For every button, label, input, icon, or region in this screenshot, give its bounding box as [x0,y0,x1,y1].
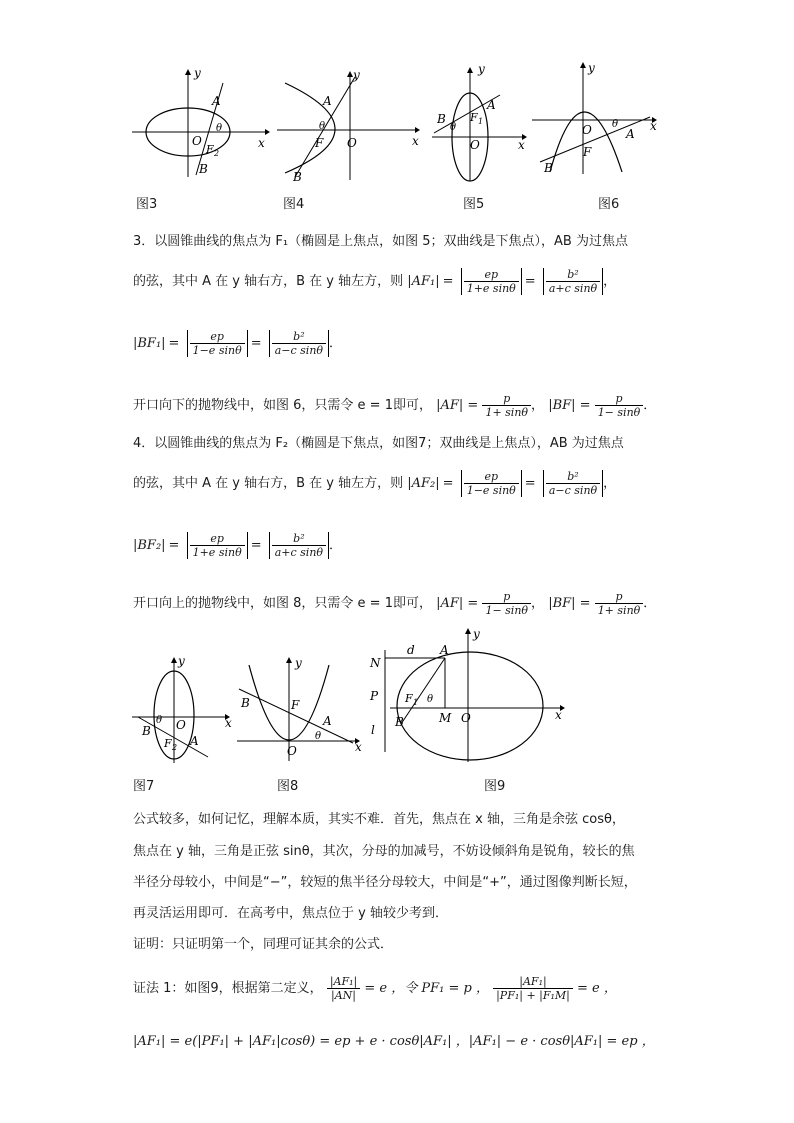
svg-text:y: y [295,656,302,670]
svg-text:F: F [470,111,478,124]
para4-line1: 4．以圆锥曲线的焦点为 F₂（椭圆是下焦点，如图7；双曲线是上焦点），AB 为过焦点 [133,436,624,451]
svg-text:x: x [650,119,657,133]
svg-text:B: B [437,112,446,126]
figure-6 [530,62,665,182]
para3-line2: 的弦，其中 A 在 y 轴右方，B 在 y 轴左方，则 |AF₁| = $\frac{ep}{\text{1+e sinθ}}$ = $\frac{\text{b²}}{\text{a+c sinθ}}$ ， [133,268,617,295]
svg-text:F: F [206,143,214,156]
svg-text:θ: θ [612,119,619,130]
svg-text:x: x [518,138,525,152]
figure-8 [235,655,370,765]
svg-text:A: A [323,94,332,108]
svg-text:F: F [315,136,324,150]
para4-line3: |BF₂| = $\frac{ep}{\text{1+e sinθ}}$ = $\frac{\text{b²}}{\text{a+c sinθ}}$ ． [133,532,343,559]
svg-text:θ: θ [450,122,457,133]
proof-method-1: 证法 1：如图9，根据第二定义， $\frac{\text{|AF₁|}}{|AN|}$ = e ，令 PF₁ = p ， $\frac{\text{|AF₁|}}{\text{|PF₁| + |F₁M|}}$ = e ， [133,975,617,1002]
svg-text:y: y [588,62,595,75]
svg-text:A: A [487,98,496,112]
figure-7-caption: 图7 [133,779,155,794]
svg-text:B: B [293,170,302,184]
svg-text:B: B [544,161,553,175]
svg-text:x: x [225,716,232,730]
svg-text:l: l [371,723,375,737]
para4-line2: 的弦，其中 A 在 y 轴右方，B 在 y 轴左方，则 |AF₂| = $\frac{ep}{\text{1−e sinθ}}$ = $\frac{\text{b²}}{\text{a−c sinθ}}$ ， [133,470,617,497]
svg-text:F: F [583,145,592,159]
svg-text:O: O [347,136,357,150]
svg-text:A: A [440,643,449,657]
svg-text:A: A [190,734,199,748]
para3-line3: |BF₁| = $\frac{ep}{\text{1−e sinθ}}$ = $\frac{\text{b²}}{\text{a−c sinθ}}$ ． [133,330,343,357]
svg-text:θ: θ [319,121,326,132]
svg-text:2: 2 [172,743,178,752]
memo-line-4: 再灵活运用即可．在高考中，焦点位于 y 轴较少考到． [133,906,448,921]
svg-text:B: B [142,724,151,738]
figure-3-caption: 图3 [136,197,158,212]
svg-text:A: A [212,94,221,108]
svg-text:θ: θ [216,123,223,134]
svg-text:N: N [370,656,381,670]
svg-text:F: F [291,698,300,712]
svg-text:B: B [241,696,250,710]
memo-line-3: 半径分母较小，中间是“−”，较短的焦半径分母较大，中间是“+”，通过图像判断长短， [133,875,637,890]
svg-text:θ: θ [156,715,163,726]
svg-text:P: P [370,689,379,703]
svg-text:y: y [194,66,201,80]
svg-text:O: O [582,123,592,137]
svg-text:1: 1 [413,698,419,707]
proof-intro: 证明：只证明第一个，同理可证其余的公式． [133,937,394,952]
svg-text:O: O [470,138,480,152]
svg-text:y: y [353,68,360,82]
svg-text:y: y [478,65,485,76]
figure-3 [130,65,270,180]
svg-text:d: d [407,643,415,657]
para3-line1: 3．以圆锥曲线的焦点为 F₁（椭圆是上焦点，如图 5；双曲线是下焦点），AB 为过焦点 [133,234,628,249]
svg-text:M: M [439,711,452,725]
figure-5-caption: 图5 [463,197,485,212]
svg-text:B: B [199,162,208,176]
svg-text:y: y [178,655,185,668]
svg-text:x: x [555,708,562,722]
svg-text:θ: θ [427,694,434,705]
svg-text:x: x [412,134,419,148]
figure-9-caption: 图9 [484,779,506,794]
svg-text:x: x [258,136,265,150]
svg-text:θ: θ [315,731,322,742]
svg-text:O: O [176,718,186,732]
svg-text:x: x [355,740,362,754]
svg-text:F: F [405,692,413,705]
figure-6-caption: 图6 [598,197,620,212]
svg-text:1: 1 [478,117,484,126]
figure-9 [365,622,570,767]
svg-text:O: O [461,711,471,725]
figure-4 [275,65,425,185]
figure-5 [430,65,530,185]
proof-last-line: |AF₁| = e(|PF₁| + |AF₁|cosθ) = ep + e · cosθ|AF₁| ，|AF₁| − e · cosθ|AF₁| = ep ， [133,1034,655,1049]
figure-7 [130,655,240,765]
svg-text:2: 2 [214,149,220,158]
para4-parabola: 开口向上的抛物线中，如图 8，只需令 e = 1即可， |AF| = $\frac{p}{1- \sin\theta}$ ， |BF| = $\frac{p}{1+ \sin\theta}$ ． [133,590,657,617]
figure-4-caption: 图4 [283,197,305,212]
figure-8-caption: 图8 [277,779,299,794]
memo-line-2: 焦点在 y 轴，三角是正弦 sinθ，其次，分母的加减号，不妨设倾斜角是锐角，较长的焦 [133,844,635,859]
svg-text:A: A [626,127,635,141]
svg-text:F: F [164,737,172,750]
svg-text:O: O [287,744,297,758]
svg-text:O: O [192,134,202,148]
memo-line-1: 公式较多，如何记忆，理解本质，其实不难．首先，焦点在 x 轴，三角是余弦 cosθ， [133,812,625,827]
svg-text:y: y [473,627,480,641]
para3-parabola: 开口向下的抛物线中，如图 6，只需令 e = 1即可， |AF| = $\frac{p}{1+ \sin\theta}$ ， |BF| = $\frac{p}{1- \sin\theta}$ ． [133,392,657,419]
svg-text:B: B [395,715,404,729]
svg-text:A: A [323,714,332,728]
